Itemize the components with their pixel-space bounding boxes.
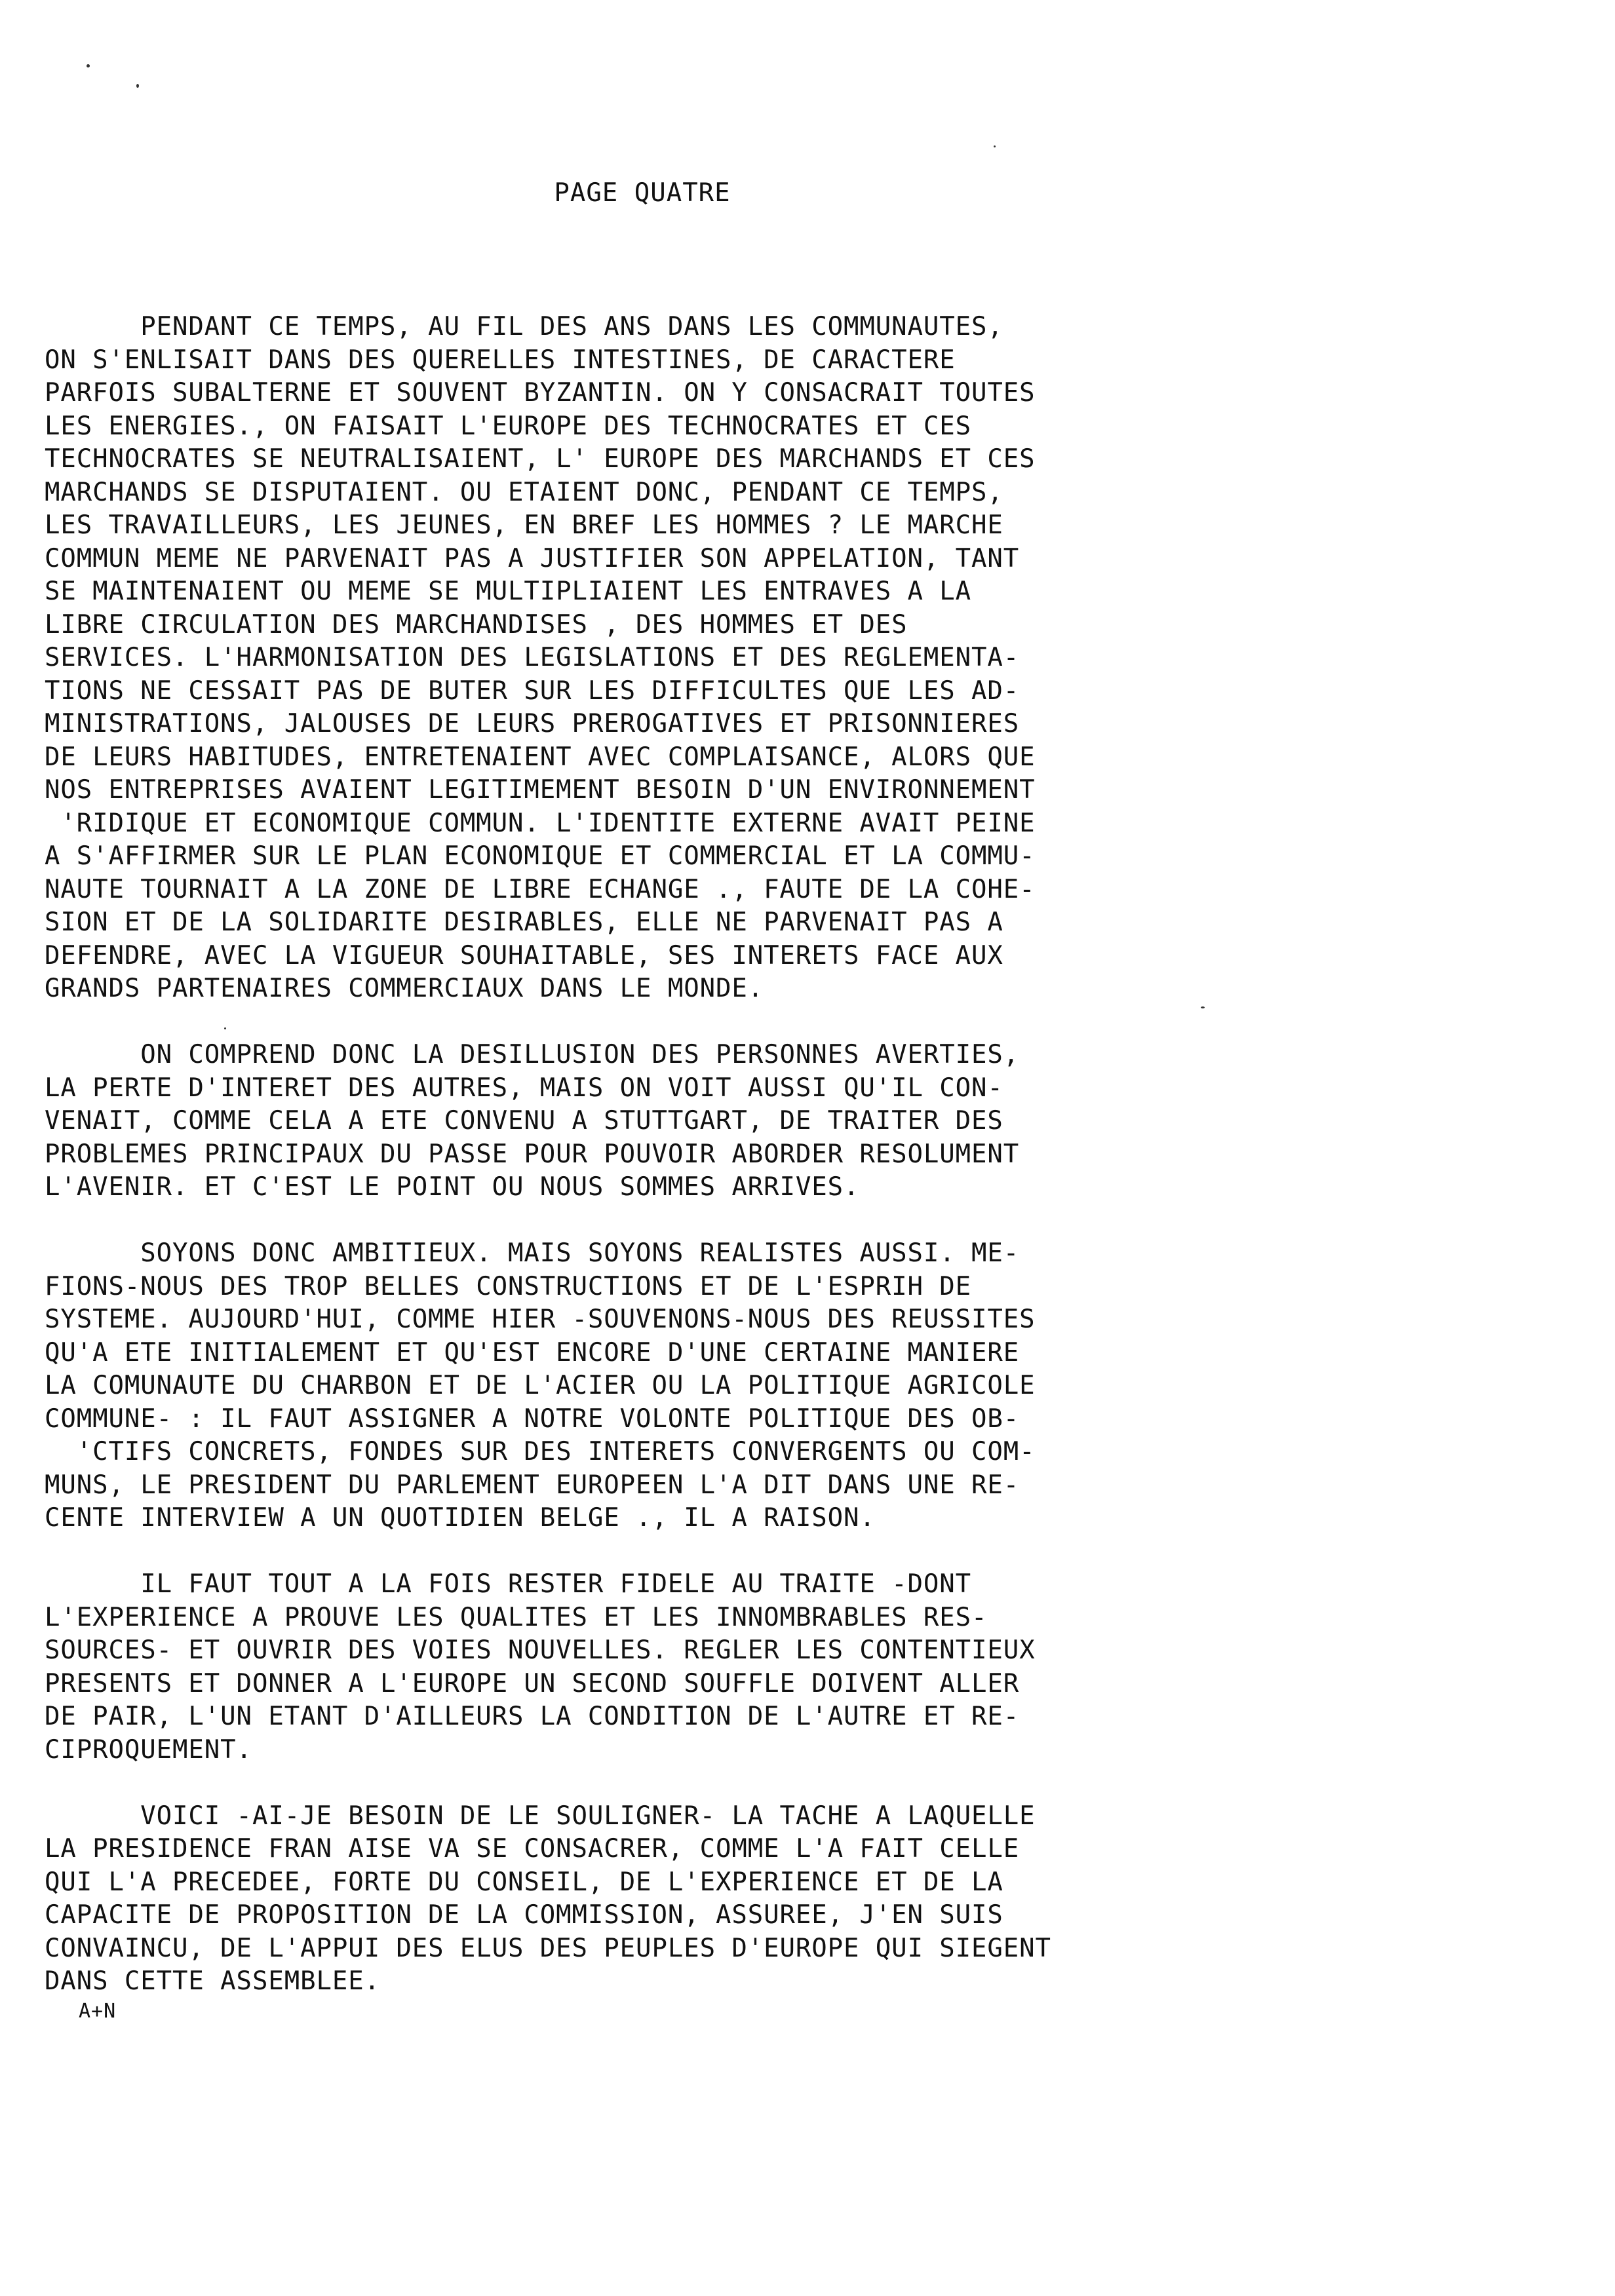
text-line: NAUTE TOURNAIT A LA ZONE DE LIBRE ECHANGE ., FAUTE DE LA COHE-: [45, 874, 1036, 904]
body-text: [45, 311, 1355, 2031]
text-line: PROBLEMES PRINCIPAUX DU PASSE POUR POUVOIR ABORDER RESOLUMENT: [45, 1139, 1020, 1169]
scan-speck: [994, 145, 996, 147]
text-line: FIONS-NOUS DES TROP BELLES CONSTRUCTIONS ET DE L'ESPRIH DE: [45, 1271, 972, 1301]
text-line: COMMUNE- : IL FAUT ASSIGNER A NOTRE VOLONTE POLITIQUE DES OB-: [45, 1404, 1020, 1434]
text-line: LA PRESIDENCE FRAN AISE VA SE CONSACRER, COMME L'A FAIT CELLE: [45, 1834, 1020, 1864]
text-line: LA PERTE D'INTERET DES AUTRES, MAIS ON VOIT AUSSI QU'IL CON-: [45, 1073, 1003, 1103]
text-line: SOYONS DONC AMBITIEUX. MAIS SOYONS REALISTES AUSSI. ME-: [45, 1238, 1020, 1268]
text-line: L'EXPERIENCE A PROUVE LES QUALITES ET LES INNOMBRABLES RES-: [45, 1602, 988, 1632]
text-line: CONVAINCU, DE L'APPUI DES ELUS DES PEUPLES D'EUROPE QUI SIEGENT: [45, 1933, 1051, 1963]
paragraph: [45, 311, 1355, 1006]
text-line: A S'AFFIRMER SUR LE PLAN ECONOMIQUE ET COMMERCIAL ET LA COMMU-: [45, 841, 1036, 871]
footer-mark: A+N: [79, 2000, 117, 2023]
text-line: L'AVENIR. ET C'EST LE POINT OU NOUS SOMMES ARRIVES.: [45, 1172, 860, 1202]
text-line: SION ET DE LA SOLIDARITE DESIRABLES, ELLE NE PARVENAIT PAS A: [45, 908, 1003, 937]
text-line: VOICI -AI-JE BESOIN DE LE SOULIGNER- LA TACHE A LAQUELLE: [45, 1801, 1036, 1831]
text-line: MUNS, LE PRESIDENT DU PARLEMENT EUROPEEN L'A DIT DANS UNE RE-: [45, 1470, 1020, 1500]
text-line: SYSTEME. AUJOURD'HUI, COMME HIER -SOUVENONS-NOUS DES REUSSITES: [45, 1305, 1036, 1334]
scan-speck: [136, 84, 139, 88]
text-line: MINISTRATIONS, JALOUSES DE LEURS PREROGATIVES ET PRISONNIERES: [45, 709, 1020, 738]
text-line: TECHNOCRATES SE NEUTRALISAIENT, L' EUROPE DES MARCHANDS ET CES: [45, 444, 1036, 474]
text-line: MARCHANDS SE DISPUTAIENT. OU ETAIENT DONC, PENDANT CE TEMPS,: [45, 477, 1003, 507]
paragraph: [45, 1568, 1355, 1767]
text-line: CAPACITE DE PROPOSITION DE LA COMMISSION, ASSUREE, J'EN SUIS: [45, 1900, 1003, 1930]
text-line: PRESENTS ET DONNER A L'EUROPE UN SECOND SOUFFLE DOIVENT ALLER: [45, 1668, 1020, 1698]
text-line: PENDANT CE TEMPS, AU FIL DES ANS DANS LES COMMUNAUTES,: [45, 312, 1003, 341]
text-line: QU'A ETE INITIALEMENT ET QU'EST ENCORE D'UNE CERTAINE MANIERE: [45, 1337, 1020, 1368]
text-line: SOURCES- ET OUVRIR DES VOIES NOUVELLES. REGLER LES CONTENTIEUX: [45, 1636, 1036, 1665]
text-line: IL FAUT TOUT A LA FOIS RESTER FIDELE AU TRAITE -DONT: [45, 1569, 972, 1599]
scan-speck: [87, 64, 90, 67]
text-line: DEFENDRE, AVEC LA VIGUEUR SOUHAITABLE, SES INTERETS FACE AUX: [45, 940, 1003, 970]
text-line: NOS ENTREPRISES AVAIENT LEGITIMEMENT BESOIN D'UN ENVIRONNEMENT: [45, 775, 1036, 805]
text-line: PARFOIS SUBALTERNE ET SOUVENT BYZANTIN. ON Y CONSACRAIT TOUTES: [45, 378, 1036, 408]
page-title: PAGE QUATRE: [554, 178, 731, 208]
text-line: LES TRAVAILLEURS, LES JEUNES, EN BREF LES HOMMES ? LE MARCHE: [45, 510, 1003, 540]
text-line: LIBRE CIRCULATION DES MARCHANDISES , DES HOMMES ET DES: [45, 609, 908, 640]
paragraph: [45, 1800, 1355, 1999]
paragraph: [45, 1237, 1355, 1535]
text-line: QUI L'A PRECEDEE, FORTE DU CONSEIL, DE L'EXPERIENCE ET DE LA: [45, 1867, 1003, 1897]
text-line: ON COMPREND DONC LA DESILLUSION DES PERSONNES AVERTIES,: [45, 1040, 1020, 1069]
text-line: CENTE INTERVIEW A UN QUOTIDIEN BELGE ., IL A RAISON.: [45, 1503, 876, 1533]
text-line: LA COMUNAUTE DU CHARBON ET DE L'ACIER OU LA POLITIQUE AGRICOLE: [45, 1371, 1036, 1400]
text-line: GRANDS PARTENAIRES COMMERCIAUX DANS LE MONDE.: [45, 974, 764, 1003]
text-line: DE PAIR, L'UN ETANT D'AILLEURS LA CONDITION DE L'AUTRE ET RE-: [45, 1702, 1020, 1731]
text-line: DANS CETTE ASSEMBLEE.: [45, 1966, 380, 1996]
text-line: VENAIT, COMME CELA A ETE CONVENU A STUTTGART, DE TRAITER DES: [45, 1106, 1003, 1136]
text-line: LES ENERGIES., ON FAISAIT L'EUROPE DES TECHNOCRATES ET CES: [45, 411, 972, 441]
text-line: SE MAINTENAIENT OU MEME SE MULTIPLIAIENT LES ENTRAVES A LA: [45, 577, 972, 606]
text-line: DE LEURS HABITUDES, ENTRETENAIENT AVEC COMPLAISANCE, ALORS QUE: [45, 742, 1036, 772]
text-line: ON S'ENLISAIT DANS DES QUERELLES INTESTINES, DE CARACTERE: [45, 345, 956, 375]
paragraph: [45, 1039, 1355, 1204]
text-line: 'CTIFS CONCRETS, FONDES SUR DES INTERETS CONVERGENTS OU COM-: [45, 1437, 1036, 1466]
text-line: CIPROQUEMENT.: [45, 1734, 252, 1765]
text-line: 'RIDIQUE ET ECONOMIQUE COMMUN. L'IDENTITE EXTERNE AVAIT PEINE: [45, 808, 1036, 838]
text-line: TIONS NE CESSAIT PAS DE BUTER SUR LES DIFFICULTES QUE LES AD-: [45, 676, 1020, 706]
text-line: COMMUN MEME NE PARVENAIT PAS A JUSTIFIER SON APPELATION, TANT: [45, 543, 1020, 573]
text-line: SERVICES. L'HARMONISATION DES LEGISLATIONS ET DES REGLEMENTA-: [45, 643, 1020, 672]
